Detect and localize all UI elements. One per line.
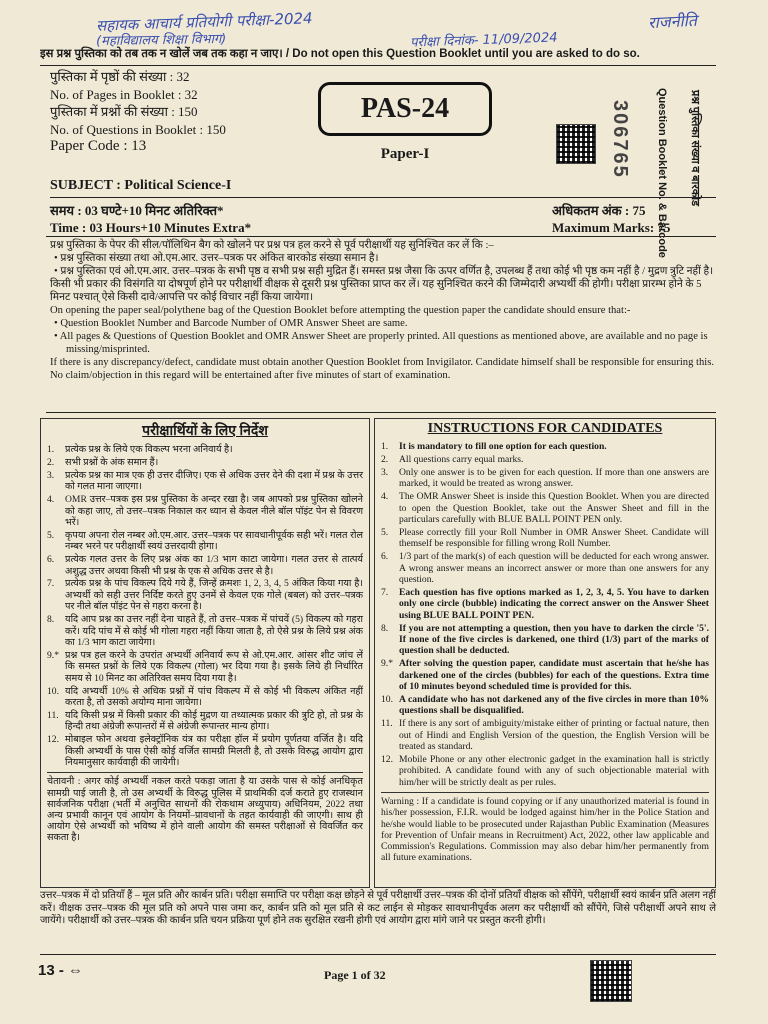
time-block	[50, 202, 251, 236]
english-warning-note: Warning : If a candidate is found copying or if any unauthorized material is found in his/her possession, F.I.R. would be lodged against him/her in the Police Station and he/she would liable to be prosecuted under Rajasthan Public Examination (Measures for Prevention of Unfair means in Recruitment) Act, 2022, other law applicable and Commission's Regulations. Commission may also debar him/her permanently from all future examinations.	[381, 792, 709, 863]
english-instruction-item-6	[381, 551, 709, 585]
marks-hindi: अधिकतम अंक : 75	[552, 203, 646, 218]
hindi-instruction-item-text: प्रत्येक गलत उत्तर के लिए प्रश्न अंक का 1/3 भाग काटा जायेगा। गलत उत्तर से तात्पर्य अशुद्ध उत्तर अथवा किसी भी प्रश्न के एक से अधिक उत्तर से है।	[65, 554, 363, 577]
hindi-instruction-item-text: प्रश्न पत्र हल करने के उपरांत अभ्यर्थी अनिवार्य रूप से ओ.एम.आर. आंसर शीट जांच लें कि समस्त प्रश्नों के लिये एक विकल्प (गोला) भर दिया गया है। इसके लिये ही निर्धारित समय से 10 मिनट का अतिरिक्त समय दिया गया है।	[65, 649, 363, 684]
hindi-instruction-item-number: 2.	[47, 456, 55, 468]
questions-english: No. of Questions in Booklet : 150	[50, 121, 226, 137]
qr-code-icon	[590, 960, 632, 1002]
english-instruction-item-11	[381, 718, 709, 752]
english-instruction-item-4	[381, 491, 709, 525]
paper-code: Paper Code : 13	[50, 138, 147, 154]
hindi-instruction-item-number: 4.	[47, 494, 55, 506]
english-instruction-item-number: 7.	[381, 586, 389, 598]
english-instruction-item-1	[381, 441, 709, 452]
instr-hi-bullet-1: • प्रश्न पुस्तिका संख्या तथा ओ.एम.आर. उत्तर–पत्रक पर अंकित बारकोड संख्या समान है।	[54, 253, 379, 264]
booklet-number: 306765	[609, 100, 631, 179]
english-instruction-item-text: It is mandatory to fill one option for each question.	[399, 441, 607, 452]
english-instruction-item-number: 2.	[381, 453, 389, 465]
english-instruction-item-9	[381, 658, 709, 692]
hindi-instruction-item-text: यदि अभ्यर्थी 10% से अधिक प्रश्नों में पांच विकल्प में से कोई भी विकल्प अंकित नहीं करता है, तो उसको अयोग्य माना जायेगा।	[65, 685, 363, 709]
marks-block	[552, 202, 670, 236]
barcode-icon	[556, 124, 596, 164]
english-instruction-item-12	[381, 754, 709, 788]
hindi-instruction-item-number: 12.	[47, 734, 59, 746]
english-instruction-item-text: Please correctly fill your Roll Number in OMR Answer Sheet. Candidate will themself be responsible for filling wrong Roll Number.	[399, 526, 709, 550]
hindi-instruction-item-6	[47, 554, 363, 577]
instr-hi-intro: प्रश्न पुस्तिका के पेपर की सील/पॉलिथिन बैग को खोलने पर प्रश्न पत्र हल करने से पूर्व परीक्षार्थी यह सुनिश्चित कर लें कि :–	[50, 240, 494, 251]
hindi-instruction-item-1	[47, 444, 363, 455]
hindi-instruction-item-9	[47, 650, 363, 684]
marks-english: Maximum Marks: 75	[552, 220, 671, 235]
footer-paper-code: 13 - ⇔	[38, 962, 84, 979]
english-instruction-item-text: 1/3 part of the mark(s) of each question will be deducted for each wrong answer. A wrong answer means an incorrect answer or more than one answers for any question.	[399, 551, 709, 585]
english-instruction-item-3	[381, 467, 709, 490]
english-instruction-item-10	[381, 694, 709, 717]
english-instruction-item-number: 4.	[381, 491, 389, 503]
english-instruction-item-number: 1.	[381, 441, 389, 452]
hindi-instruction-item-text: प्रत्येक प्रश्न का मात्र एक ही उत्तर दीजिए। एक से अधिक उत्तर देने की दशा में प्रश्न के उत्तर को गलत माना जाएगा।	[65, 469, 363, 493]
divider	[40, 954, 716, 955]
hindi-instruction-item-text: प्रत्येक प्रश्न के लिये एक विकल्प भरना अनिवार्य है।	[65, 444, 233, 455]
booklet-no-english: Question Booklet No. & Barcode	[656, 88, 668, 258]
hindi-instruction-item-number: 7.	[47, 578, 55, 590]
handwritten-subject: राजनीति	[647, 10, 698, 33]
answer-sheet-copies-note: उत्तर–पत्रक में दो प्रतियाँ हैं – मूल प्रति और कार्बन प्रति। परीक्षा समाप्ति पर परीक्षा कक्ष छोड़ने से पूर्व परीक्षार्थी उत्तर–पत्रक की दोनों प्रतियाँ वीक्षक को सौंपेंगे, परीक्षार्थी स्वयं कार्बन प्रति अलग नहीं करें। वीक्षक उत्तर–पत्रक की मूल प्रति को अपने पास जमा कर, कार्बन प्रति को मूल प्रति से कट लाईन से मोड़कर सावधानीपूर्वक अलग कर परीक्षार्थी को सौंपेंगे, जिसे परीक्षार्थी अपने साथ ले जायेंगे। परीक्षार्थी को उत्तर–पत्रक की कार्बन प्रति चयन प्रक्रिया पूर्ण होने तक सुरक्षित रखनी होगी एवं आयोग द्वारा मांगे जाने पर प्रस्तुत करनी होगी।	[40, 890, 716, 926]
english-instruction-item-8	[381, 623, 709, 657]
english-instruction-item-text: Mobile Phone or any other electronic gadget in the examination hall is strictly prohibited. A candidate found with any of such objectionable material with him/her will be strictly dealt as per rules.	[399, 754, 709, 788]
hindi-instruction-item-10	[47, 686, 363, 709]
booklet-no-hindi: प्रश्न पुस्तिका संख्या व बारकोड	[689, 90, 701, 207]
paper-label: Paper-I	[380, 146, 430, 162]
hindi-instruction-item-11	[47, 710, 363, 733]
questions-hindi: पुस्तिका में प्रश्नों की संख्या : 150	[50, 104, 198, 119]
hindi-instruction-item-5	[47, 530, 363, 553]
page-number: Page 1 of 32	[324, 968, 386, 982]
english-instruction-item-number: 6.	[381, 551, 389, 563]
english-instruction-item-number: 5.	[381, 526, 389, 538]
hindi-instruction-item-number: 6.	[47, 554, 55, 566]
hindi-instruction-item-number: 9.*	[47, 649, 59, 661]
english-instructions-panel	[374, 418, 716, 888]
english-instruction-item-text: After solving the question paper, candidate must ascertain that he/she has darkened one of the circles (bubbles) for each of the questions. Extra time of 10 minutes beyond scheduled time is provided for this.	[399, 658, 709, 693]
hindi-instruction-item-number: 5.	[47, 529, 55, 541]
handwritten-date: परीक्षा दिनांक- 11/09/2024	[409, 30, 558, 51]
english-instruction-item-text: If there is any sort of ambiguity/mistake either of printing or factual nature, then out of Hindi and English Version of the question, the English Version will be treated as standard.	[399, 718, 709, 753]
opening-instructions	[50, 239, 716, 382]
hindi-instructions-panel	[40, 418, 370, 888]
english-instruction-item-5	[381, 527, 709, 550]
english-instruction-item-number: 9.*	[381, 658, 393, 670]
english-instruction-item-text: The OMR Answer Sheet is inside this Question Booklet. When you are directed to open the Question Booklet, take out the Answer Sheet and fill in the particulars carefully with BLUE BALL POINT PEN only.	[399, 491, 709, 525]
hindi-instruction-item-2	[47, 457, 363, 468]
english-instruction-item-2	[381, 454, 709, 465]
instr-en-bullet-2: • All pages & Questions of Question Booklet and OMR Answer Sheet are properly printed. All questions as mentioned above, are available and no page is missing/misprinted.	[54, 331, 708, 355]
divider	[46, 236, 716, 237]
instr-en-bullet-1: • Question Booklet Number and Barcode Number of OMR Answer Sheet are same.	[54, 318, 408, 329]
booklet-meta	[50, 68, 340, 156]
english-instruction-item-text: A candidate who has not darkened any of the five circles in more than 10% questions shall be disqualified.	[399, 694, 709, 717]
hindi-instruction-item-7	[47, 578, 363, 612]
hindi-instruction-item-12	[47, 734, 363, 768]
instr-en-para: If there is any discrepancy/defect, candidate must obtain another Question Booklet from Invigilator. Candidate himself shall be responsible for ensuring this. No claim/objection in this regard will be entertained after five minutes of start of examination.	[50, 357, 714, 381]
english-instruction-item-text: Only one answer is to be given for each question. If more than one answers are marked, it would be treated as wrong answer.	[399, 466, 709, 490]
instr-hi-bullet-2: • प्रश्न पुस्तिका एवं ओ.एम.आर. उत्तर–पत्रक के सभी पृष्ठ व सभी प्रश्न सही मुद्रित हैं। समस्त प्रश्न जैसा कि ऊपर वर्णित है, उपलब्ध हैं तथा कोई भी पृष्ठ कम नहीं है / मुद्रण त्रुटि नहीं है।	[54, 266, 714, 277]
pages-english: No. of Pages in Booklet : 32	[50, 86, 198, 102]
hindi-instruction-item-number: 10.	[47, 685, 59, 697]
english-instructions-title: INSTRUCTIONS FOR CANDIDATES	[427, 421, 663, 436]
english-instructions-list	[381, 441, 709, 788]
handwritten-department: (महाविद्यालय शिक्षा विभाग)	[95, 31, 227, 50]
hindi-instruction-item-number: 8.	[47, 614, 55, 626]
subject-line: SUBJECT : Political Science-I	[50, 178, 716, 198]
hindi-instruction-item-3	[47, 470, 363, 493]
divider	[46, 412, 716, 413]
english-instruction-item-number: 3.	[381, 466, 389, 478]
time-hindi: समय : 03 घण्टे+10 मिनट अतिरिक्त*	[50, 203, 224, 218]
english-instruction-item-number: 8.	[381, 622, 389, 634]
hindi-instruction-item-text: OMR उत्तर–पत्रक इस प्रश्न पुस्तिका के अन्दर रखा है। जब आपको प्रश्न पुस्तिका खोलने को कहा जाए, तो उत्तर–पत्रक निकाल कर ध्यान से केवल नीले बॉल पॉइंट पेन से विवरण भरें।	[65, 494, 363, 528]
english-instruction-item-text: All questions carry equal marks.	[399, 453, 524, 465]
hindi-instruction-item-text: सभी प्रश्नों के अंक समान हैं।	[65, 456, 159, 468]
instr-hi-para: किसी भी प्रकार की विसंगति या दोषपूर्ण होने पर परीक्षार्थी वीक्षक से दूसरी प्रश्न पुस्तिका प्राप्त कर लें। यह सुनिश्चित करने की जिम्मेदारी अभ्यर्थी की होगी। परीक्षा प्रारम्भ होने के 5 मिनट पश्चात् ऐसे किसी दावे/आपत्ति पर कोई विचार नहीं किया जायेगा।	[50, 279, 702, 303]
hindi-instruction-item-text: यदि आप प्रश्न का उत्तर नहीं देना चाहते हैं, तो उत्तर–पत्रक में पांचवें (5) विकल्प को गहरा करें। यदि पांच में से कोई भी गोला गहरा नहीं किया जाता है, तो ऐसे प्रश्न के लिये प्रश्न अंक का 1/3 भाग काटा जायेगा।	[65, 614, 363, 648]
exam-code-box: PAS-24	[318, 82, 492, 136]
hindi-instruction-item-number: 11.	[47, 709, 59, 721]
hindi-instruction-item-text: कृपया अपना रोल नम्बर ओ.एम.आर. उत्तर–पत्रक पर सावधानीपूर्वक सही भरें। गलत रोल नम्बर भरने पर परीक्षार्थी स्वयं उत्तरदायी होगा।	[65, 529, 363, 553]
hindi-instruction-item-number: 1.	[47, 444, 55, 455]
english-instruction-item-number: 12.	[381, 754, 393, 766]
english-instruction-item-number: 11.	[381, 718, 393, 730]
hindi-warning-note: चेतावनी : अगर कोई अभ्यर्थी नकल करते पकड़ा जाता है या उसके पास से कोई अनधिकृत सामग्री पाई जाती है, तो उस अभ्यर्थी के विरुद्ध पुलिस में प्राथमिकी दर्ज कराते हुए राजस्थान सार्वजनिक परीक्षा (भर्ती में अनुचित साधनों की रोकथाम अध्युपाय) अधिनियम, 2022 तथा अन्य प्रभावी कानून एवं आयोग के नियमों–प्रावधानों के तहत कार्यवाही की जाएगी। साथ ही आयोग ऐसे अभ्यर्थी को भविष्य में होने वाली आयोग की समस्त परीक्षाओं से विवर्जित कर सकता है।	[47, 772, 363, 843]
hindi-instruction-item-text: मोबाइल फोन अथवा इलेक्ट्रॉनिक यंत्र का परीक्षा हॉल में प्रयोग पूर्णतया वर्जित है। यदि किसी अभ्यर्थी के पास ऐसी कोई वर्जित सामग्री मिलती है, तो उसके विरुद्ध आयोग द्वारा नियमानुसार कार्यवाही की जायेगी।	[65, 734, 363, 769]
instr-en-intro: On opening the paper seal/polythene bag of the Question Booklet before attempting the question paper the candidate should ensure that:-	[50, 305, 631, 316]
hindi-instructions-list	[47, 444, 363, 768]
hindi-instruction-item-number: 3.	[47, 469, 55, 481]
english-instruction-item-text: Each question has five options marked as 1, 2, 3, 4, 5. You have to darken only one circle (bubble) indicating the correct answer on the Answer Sheet using BLUE BALL POINT PEN.	[399, 586, 709, 621]
hindi-instructions-title: परीक्षार्थियों के लिए निर्देश	[142, 424, 268, 439]
hindi-instruction-item-8	[47, 614, 363, 648]
hindi-instruction-item-text: प्रत्येक प्रश्न के पांच विकल्प दिये गये हैं, जिन्हें क्रमशः 1, 2, 3, 4, 5 अंकित किया गया है। अभ्यर्थी को सही उत्तर निर्दिष्ट करते हुए उनमें से केवल एक गोले (बबल) को उत्तर–पत्रक पर नीले बॉल पॉइंट पेन से गहरा करना है।	[65, 578, 363, 613]
time-english: Time : 03 Hours+10 Minutes Extra*	[50, 220, 252, 235]
pages-hindi: पुस्तिका में पृष्ठों की संख्या : 32	[50, 69, 190, 84]
handwritten-exam-name: सहायक आचार्य प्रतियोगी परीक्षा-2024	[95, 9, 313, 35]
do-not-open-warning: इस प्रश्न पुस्तिका को तब तक न खोलें जब तक कहा न जाए। / Do not open this Question Booklet until you are asked to do so.	[40, 46, 716, 66]
hindi-instruction-item-4	[47, 494, 363, 528]
english-instruction-item-number: 10.	[381, 694, 393, 706]
english-instruction-item-text: If you are not attempting a question, then you have to darken the circle '5'. If none of the five circles is darkened, one third (1/3) part of the marks of question shall be deducted.	[399, 622, 709, 657]
hindi-instruction-item-text: यदि किसी प्रश्न में किसी प्रकार की कोई मुद्रण या तथ्यात्मक प्रकार की त्रुटि हो, तो प्रश्न के हिन्दी तथा अंग्रेजी रूपान्तरों में से अंग्रेजी रूपान्तर मान्य होगा।	[65, 709, 363, 733]
english-instruction-item-7	[381, 587, 709, 621]
